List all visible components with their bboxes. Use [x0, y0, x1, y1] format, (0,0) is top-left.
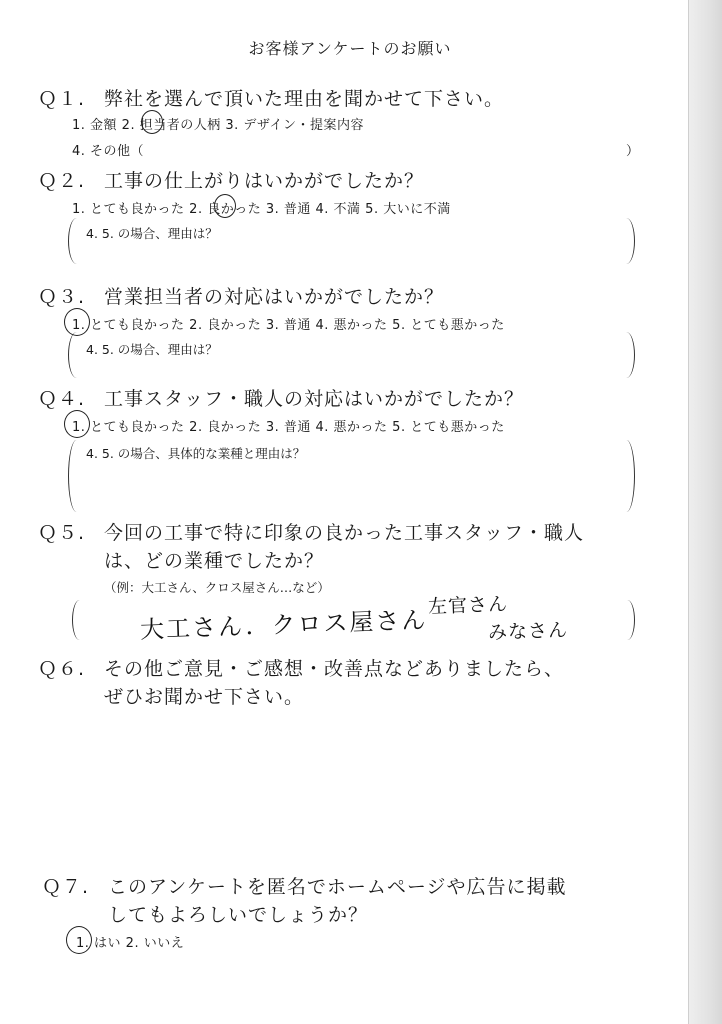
page-edge-shadow — [688, 0, 722, 1024]
q1-answer-circle — [141, 110, 163, 134]
q7-question-line1 — [42, 872, 566, 899]
q2-reason-label: 4. 5. の場合、理由は？ — [86, 226, 218, 241]
q1-question — [38, 84, 504, 111]
q1-other-option: 4. その他（ — [72, 144, 145, 159]
q4-question — [38, 384, 524, 411]
q2-reason-open-bracket — [68, 218, 85, 264]
q1-text: 弊社を選んで頂いた理由を聞かせて下さい。 — [104, 88, 505, 110]
q3-question — [38, 282, 444, 309]
q7-answer-circle — [66, 926, 92, 954]
q7-text-line2: してもよろしいでしょうか？ — [108, 904, 369, 926]
q1-number: Ｑ１. — [38, 88, 86, 110]
q5-number: Ｑ５. — [38, 522, 86, 544]
survey-title: お客様アンケートのお願い — [248, 39, 452, 58]
q4-number: Ｑ４. — [38, 388, 86, 410]
q5-text-line1: 今回の工事で特に印象の良かった工事スタッフ・職人 — [104, 522, 585, 544]
q7-number: Ｑ７. — [42, 876, 90, 898]
q6-text-line2: ぜひお聞かせ下さい。 — [104, 686, 305, 708]
q3-reason-label: 4. 5. の場合、理由は？ — [86, 342, 218, 357]
q5-text-line2: は、どの業種でしたか？ — [104, 550, 325, 572]
q7-options: 1. はい 2. いいえ — [76, 936, 185, 951]
q4-options: 1. とても良かった 2. 良かった 3. 普通 4. 悪かった 5. とても悪かった — [72, 420, 505, 435]
q5-example: （例：大工さん、クロス屋さん…など） — [104, 580, 330, 595]
q7-text-line1: このアンケートを匿名でホームページや広告に掲載 — [108, 876, 567, 898]
q6-number: Ｑ６. — [38, 658, 86, 680]
q2-text: 工事の仕上がりはいかがでしたか？ — [104, 170, 425, 192]
q5-answer-open-bracket — [72, 600, 87, 640]
q5-question-line1 — [38, 518, 584, 545]
q2-options: 1. とても良かった 2. 良かった 3. 普通 4. 不満 5. 大いに不満 — [72, 202, 451, 217]
q2-answer-circle — [214, 194, 236, 218]
q6-question-line1 — [38, 654, 564, 681]
q3-reason-open-bracket — [68, 332, 85, 378]
q4-text: 工事スタッフ・職人の対応はいかがでしたか？ — [104, 388, 525, 410]
q6-text-line1: その他ご意見・ご感想・改善点などありましたら、 — [104, 658, 565, 680]
q3-reason-close-bracket — [618, 332, 635, 378]
q4-answer-circle — [64, 410, 90, 438]
q1-other-close: ） — [626, 144, 640, 159]
q3-options: 1. とても良かった 2. 良かった 3. 普通 4. 悪かった 5. とても悪かった — [72, 318, 505, 333]
q3-text: 営業担当者の対応はいかがでしたか？ — [104, 286, 445, 308]
q4-reason-label: 4. 5. の場合、具体的な業種と理由は？ — [86, 446, 306, 461]
q2-question — [38, 166, 424, 193]
q2-number: Ｑ２. — [38, 170, 86, 192]
q2-reason-close-bracket — [618, 218, 635, 264]
q4-reason-close-bracket — [618, 440, 635, 512]
q5-handwritten-answer-top: 左官さん — [427, 593, 509, 618]
q4-reason-open-bracket — [68, 440, 85, 512]
q1-options: 1. 金額 2. 担当者の人柄 3. デザイン・提案内容 — [72, 118, 364, 133]
q5-handwritten-answer-bottom: みなさん — [487, 619, 569, 644]
q5-answer-close-bracket — [620, 600, 635, 640]
q3-number: Ｑ３. — [38, 286, 86, 308]
q5-handwritten-answer: 大工さん．クロス屋さん — [139, 605, 428, 644]
